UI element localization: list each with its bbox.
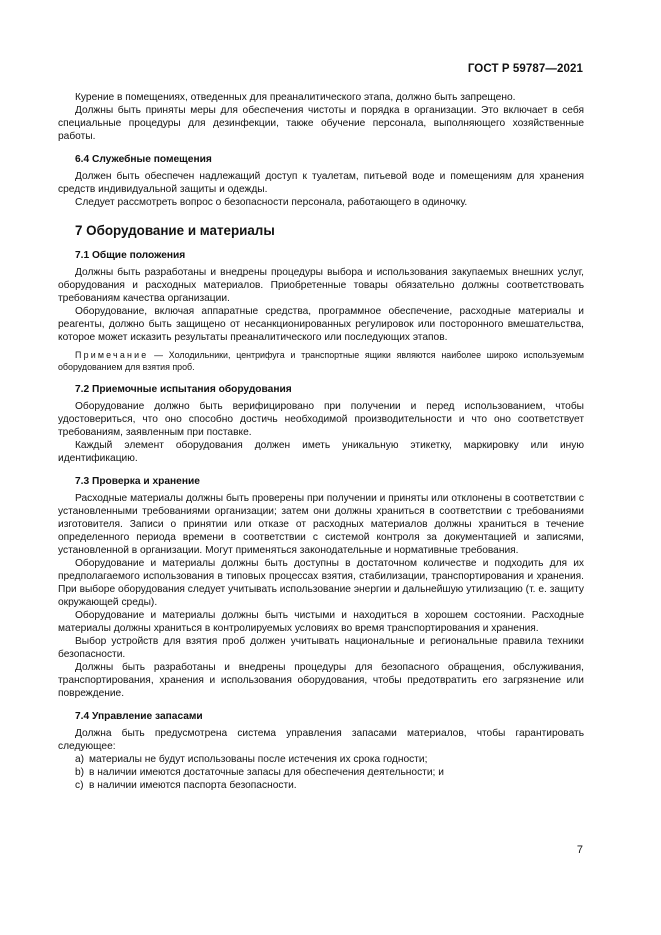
page-number: 7 bbox=[576, 844, 583, 856]
list-item bbox=[75, 753, 584, 766]
list-item-text: в наличии имеются паспорта безопасности. bbox=[89, 780, 297, 791]
paragraph: Каждый элемент оборудования должен иметь уникальную этикетку, маркировку или иную идентификацию. bbox=[58, 440, 584, 464]
list-item-text: в наличии имеются достаточные запасы для обеспечения деятельности; и bbox=[89, 767, 444, 778]
paragraph: Выбор устройств для взятия проб должен учитывать национальные и региональные правила техники безопасности. bbox=[58, 636, 584, 660]
section-heading: 7.1 Общие положения bbox=[75, 250, 186, 261]
list-marker: a) bbox=[75, 754, 85, 765]
list-item bbox=[75, 766, 584, 779]
paragraph: Оборудование, включая аппаратные средства, программное обеспечение, расходные материалы и реагенты, должно быть защищено от несанкционированных регулировок или посторонного вмешательства, которое может исказить результаты преаналитического или последующих этапов. bbox=[58, 306, 584, 343]
note-label: Примечание bbox=[75, 350, 149, 360]
chapter-heading: 7 Оборудование и материалы bbox=[75, 223, 275, 238]
list-item-text: материалы не будут использованы после истечения их срока годности; bbox=[89, 754, 428, 765]
paragraph: Оборудование и материалы должны быть чистыми и находиться в хорошем состоянии. Расходные материалы должны храниться в контролируемых условиях во время транспортирования и хранения. bbox=[58, 610, 584, 634]
paragraph: Курение в помещениях, отведенных для преаналитического этапа, должно быть запрещено. bbox=[75, 92, 516, 103]
section-heading: 7.2 Приемочные испытания оборудования bbox=[75, 384, 292, 395]
section-heading: 7.4 Управление запасами bbox=[75, 711, 203, 722]
document-id-header: ГОСТ Р 59787—2021 bbox=[467, 63, 583, 75]
list-marker: b) bbox=[75, 767, 85, 778]
paragraph: Должен быть обеспечен надлежащий доступ к туалетам, питьевой воде и помещениям для хранения средств индивидуальной защиты и одежды. bbox=[58, 171, 584, 195]
paragraph: Должны быть разработаны и внедрены процедуры выбора и использования закупаемых внешних услуг, оборудования и расходных материалов. Приобретенные товары обязательно должны соответствовать требованиям качества организации. bbox=[58, 267, 584, 304]
paragraph: Должны быть разработаны и внедрены процедуры для безопасного обращения, обслуживания, транспортирования, хранения и использования оборудования, чтобы предотвратить его загрязнение или повреждение. bbox=[58, 662, 584, 699]
page-content bbox=[58, 91, 584, 792]
paragraph: Следует рассмотреть вопрос о безопасности персонала, работающего в одиночку. bbox=[75, 197, 468, 208]
paragraph: Должна быть предусмотрена система управления запасами материалов, чтобы гарантировать следующее: bbox=[58, 728, 584, 752]
paragraph: Оборудование должно быть верифицировано при получении и перед использованием, чтобы удостовериться, что оно способно достичь необходимой производительности и что оно соответствует требованиям, заявленным при поставке. bbox=[58, 401, 584, 438]
note-text: — Холодильники, центрифуга и транспортные ящики являются наиболее широко используемым оборудованием для взятия проб. bbox=[58, 350, 584, 372]
note bbox=[58, 349, 584, 373]
section-heading: 7.3 Проверка и хранение bbox=[75, 476, 200, 487]
section-heading: 6.4 Служебные помещения bbox=[75, 154, 212, 165]
list-item bbox=[75, 779, 584, 792]
paragraph: Расходные материалы должны быть проверены при получении и приняты или отклонены в соответствии с установленными требованиями организации; затем они должны храниться в соответствии с требованиями изготовителя. Записи о принятии или отказе от расходных материалов должны храниться в течение определенного периода времени в соответствии с системой контроля за документацией и записями, установленной в организации. Могут применяться законодательные и нормативные требования. bbox=[58, 493, 584, 556]
paragraph: Оборудование и материалы должны быть доступны в достаточном количестве и подходить для их предполагаемого использования в типовых процессах взятия, стабилизации, транспортирования и хранения. При выборе оборудования следует учитывать использование энергии и дальнейшую утилизацию (т. е. защиту окружающей среды). bbox=[58, 558, 584, 608]
list-marker: c) bbox=[75, 780, 84, 791]
paragraph: Должны быть приняты меры для обеспечения чистоты и порядка в организации. Это включает в себя специальные процедуры для дезинфекции, также обучение персонала, выполняющего хозяйственные работы. bbox=[58, 105, 584, 142]
